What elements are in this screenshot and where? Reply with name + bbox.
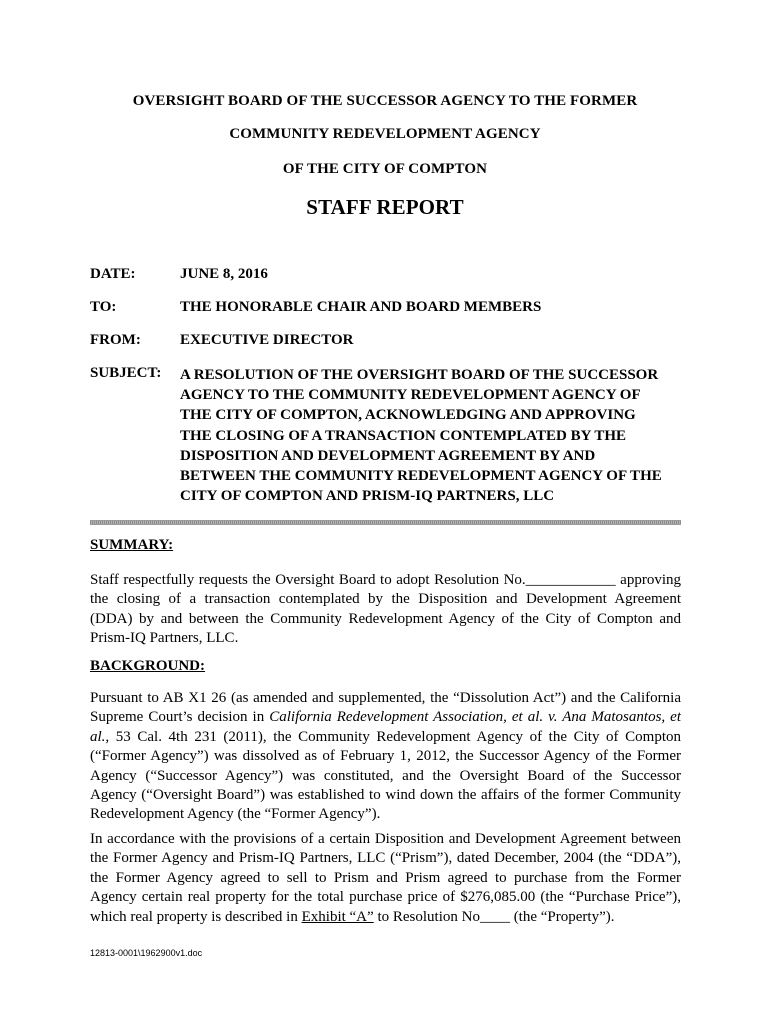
summary-heading <box>90 537 173 554</box>
paragraph-line <box>90 708 681 727</box>
to-label: TO: <box>90 299 117 315</box>
paragraph-line: (DDA) by and between the Community Redevelopment Agency of the City of Compton and <box>90 610 681 627</box>
paragraph-line: the Former Agency and Prism-IQ Partners, LLC (“Prism”), dated December, 2004 (the “DDA”), <box>90 850 681 867</box>
background-heading-text: BACKGROUND <box>90 658 201 674</box>
paragraph-line: In accordance with the provisions of a certain Disposition and Development Agreement between <box>90 831 681 847</box>
to-value: THE HONORABLE CHAIR AND BOARD MEMBERS <box>180 299 542 315</box>
subject-line: THE CLOSING OF A TRANSACTION CONTEMPLATED BY THE <box>180 427 627 444</box>
document-id-footer: 12813-0001\1962900v1.doc <box>90 948 203 958</box>
date-value: JUNE 8, 2016 <box>180 266 268 282</box>
background-paragraph-2 <box>90 830 681 927</box>
text-run: Supreme Court’s decision in <box>90 709 270 726</box>
background-heading <box>90 658 205 675</box>
exhibit-reference: Exhibit “A” <box>301 908 374 925</box>
text-run: to Resolution No____ (the “Property”). <box>373 908 615 925</box>
paragraph-line: (“Former Agency”) was dissolved as of February 1, 2012, the Successor Agency of the Former <box>90 748 681 765</box>
subject-value <box>180 365 685 506</box>
from-label: FROM: <box>90 332 141 348</box>
paragraph-line <box>90 728 681 747</box>
subject-line: DISPOSITION AND DEVELOPMENT AGREEMENT BY AND <box>180 447 596 464</box>
subject-line: BETWEEN THE COMMUNITY REDEVELOPMENT AGENCY OF THE <box>180 468 662 485</box>
background-paragraph-1 <box>90 689 681 825</box>
paragraph-line: Agency certain real property for the total purchase price of $276,085.00 (the “Purchase Price”), <box>90 889 681 906</box>
summary-heading-colon: : <box>168 537 174 553</box>
case-citation: California Redevelopment Association, et al. v. Ana Matosantos, et <box>269 709 681 726</box>
paragraph-line: Agency (“Oversight Board”) was established to wind down the affairs of the former Community <box>90 787 681 804</box>
from-value: EXECUTIVE DIRECTOR <box>180 332 354 348</box>
report-title: STAFF REPORT <box>306 195 464 219</box>
case-citation-cont: al., <box>90 728 110 745</box>
text-run: which real property is described in <box>90 908 302 925</box>
subject-line: THE CITY OF COMPTON, ACKNOWLEDGING AND APPROVING <box>180 407 636 424</box>
header-line-2: COMMUNITY REDEVELOPMENT AGENCY <box>229 126 541 142</box>
paragraph-line: Pursuant to AB X1 26 (as amended and supplemented, the “Dissolution Act”) and the California <box>90 690 681 706</box>
paragraph-line: Staff respectfully requests the Oversight Board to adopt Resolution No.____________ approving <box>90 572 681 588</box>
subject-line: A RESOLUTION OF THE OVERSIGHT BOARD OF THE SUCCESSOR <box>180 367 659 383</box>
subject-line: AGENCY TO THE COMMUNITY REDEVELOPMENT AGENCY OF <box>180 387 641 404</box>
section-divider <box>90 520 681 525</box>
date-label: DATE: <box>90 266 136 282</box>
background-heading-colon: : <box>200 658 206 674</box>
header-line-1: OVERSIGHT BOARD OF THE SUCCESSOR AGENCY TO THE FORMER <box>132 93 638 109</box>
subject-label: SUBJECT: <box>90 365 162 381</box>
summary-heading-text: SUMMARY <box>90 537 169 553</box>
paragraph-line: Prism-IQ Partners, LLC. <box>90 630 239 647</box>
subject-line: CITY OF COMPTON AND PRISM-IQ PARTNERS, LLC <box>180 488 555 505</box>
paragraph-line <box>90 908 681 927</box>
paragraph-line: the Former Agency agreed to sell to Prism and Prism agreed to purchase from the Former <box>90 869 681 886</box>
paragraph-line: Redevelopment Agency (the “Former Agency”). <box>90 806 381 823</box>
paragraph-line: Agency (“Successor Agency”) was constituted, and the Oversight Board of the Successor <box>90 767 681 784</box>
header-line-3: OF THE CITY OF COMPTON <box>282 161 488 177</box>
summary-paragraph <box>90 571 681 649</box>
paragraph-line: the closing of a transaction contemplated by the Disposition and Development Agreement <box>90 591 681 608</box>
text-run: 53 Cal. 4th 231 (2011), the Community Redevelopment Agency of the City of Compton <box>109 728 681 745</box>
